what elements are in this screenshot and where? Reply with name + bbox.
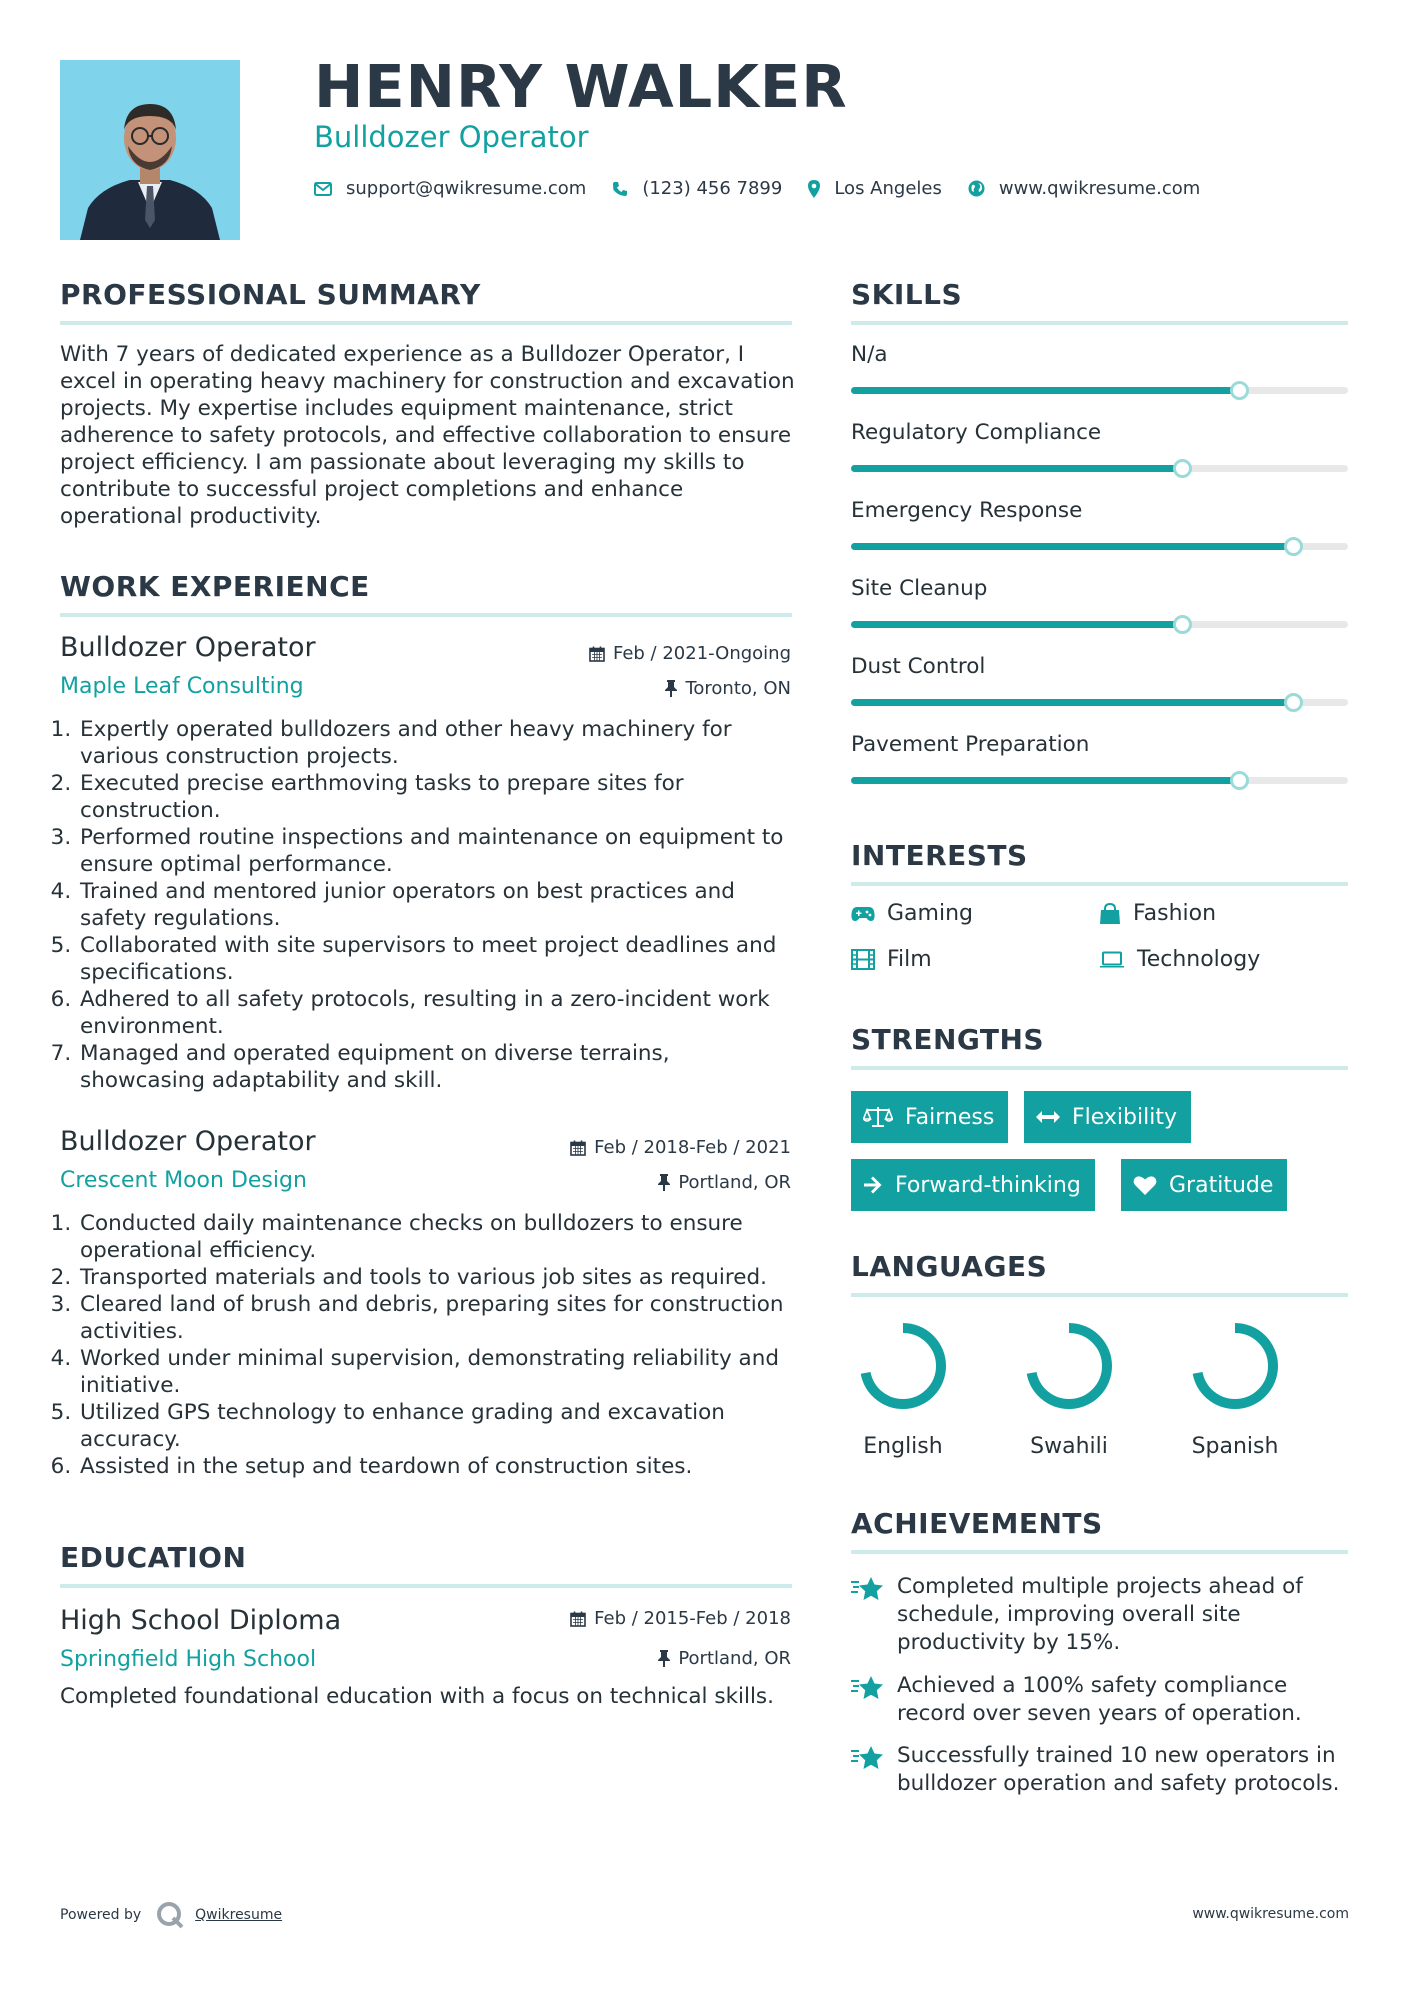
skill-bar [851, 543, 1348, 550]
achievement-item [851, 1672, 1351, 1728]
languages-section [851, 1250, 1348, 1297]
list-item: 5. Utilized GPS technology to enhance grading and excavation accuracy. [78, 1399, 795, 1453]
skill-bar [851, 387, 1348, 394]
job-company: Crescent Moon Design [60, 1168, 307, 1193]
list-item: 1. Conducted daily maintenance checks on bulldozers to ensure operational efficiency. [78, 1210, 795, 1264]
calendar-icon [570, 1611, 586, 1627]
location-text: Los Angeles [834, 178, 942, 199]
language-ring [855, 1318, 951, 1414]
heart-icon [1133, 1175, 1157, 1196]
star-ribbon-icon [851, 1744, 885, 1772]
education-dates [570, 1608, 791, 1629]
education-location-text: Portland, OR [678, 1648, 791, 1669]
website-text: www.qwikresume.com [998, 178, 1201, 199]
laptop-icon [1099, 951, 1125, 969]
achievements-heading: ACHIEVEMENTS [851, 1507, 1103, 1540]
qwikresume-logo-icon [155, 1900, 185, 1930]
skill-bar-knob [1173, 459, 1192, 478]
section-divider [60, 321, 792, 325]
skill-bar-fill [851, 699, 1293, 706]
strength-chip-gratitude [1121, 1159, 1287, 1211]
section-divider [851, 882, 1348, 886]
skill-label: Pavement Preparation [851, 732, 1090, 757]
job-title: Bulldozer Operator [60, 632, 316, 663]
skill-bar-knob [1284, 693, 1303, 712]
section-divider [60, 1584, 792, 1588]
language-label: English [863, 1434, 943, 1459]
job-dates [589, 643, 791, 664]
list-item: 3. Performed routine inspections and maintenance on equipment to ensure optimal performance. [78, 824, 795, 878]
job-location [665, 678, 791, 699]
achievement-item [851, 1573, 1351, 1657]
strengths-heading: STRENGTHS [851, 1023, 1045, 1056]
envelope-icon [314, 182, 332, 196]
skill-bar-fill [851, 387, 1239, 394]
job-location [658, 1172, 791, 1193]
summary-section [60, 278, 792, 325]
skill-bar-fill [851, 777, 1239, 784]
interest-label: Gaming [887, 901, 973, 926]
star-ribbon-icon [851, 1674, 885, 1702]
job-dates [570, 1137, 791, 1158]
section-divider [60, 613, 792, 617]
star-ribbon-icon [851, 1575, 885, 1603]
contact-email[interactable] [314, 178, 586, 199]
contact-bar [314, 178, 1226, 199]
language-ring [1021, 1318, 1117, 1414]
skill-bar-knob [1173, 615, 1192, 634]
calendar-icon [589, 646, 605, 662]
job-company: Maple Leaf Consulting [60, 674, 304, 699]
job-bullets [60, 716, 795, 1094]
email-text: support@qwikresume.com [346, 178, 587, 199]
achievements-section [851, 1507, 1348, 1554]
summary-heading: PROFESSIONAL SUMMARY [60, 278, 481, 311]
skills-heading: SKILLS [851, 278, 963, 311]
language-item [1009, 1318, 1129, 1459]
calendar-icon [570, 1140, 586, 1156]
list-item: 6. Adhered to all safety protocols, resulting in a zero-incident work environment. [78, 986, 795, 1040]
thumbtack-icon [665, 680, 677, 697]
job-dates-text: Feb / 2021-Ongoing [612, 643, 791, 664]
interest-item-fashion [1099, 901, 1216, 926]
list-item: 4. Trained and mentored junior operators on best practices and safety regulations. [78, 878, 795, 932]
footer-website[interactable]: www.qwikresume.com [1192, 1906, 1349, 1922]
education-location [658, 1648, 791, 1669]
list-item: 6. Assisted in the setup and teardown of construction sites. [78, 1453, 795, 1480]
education-heading: EDUCATION [60, 1541, 247, 1574]
candidate-title: Bulldozer Operator [314, 120, 589, 154]
section-divider [851, 1293, 1348, 1297]
gamepad-icon [851, 906, 875, 922]
skill-bar-fill [851, 621, 1182, 628]
phone-text: (123) 456 7899 [642, 178, 783, 199]
qwikresume-link[interactable]: Qwikresume [195, 1907, 283, 1923]
language-item [1175, 1318, 1295, 1459]
achievement-item [851, 1742, 1351, 1798]
list-item: 7. Managed and operated equipment on diverse terrains, showcasing adaptability and skill. [78, 1040, 795, 1094]
interest-label: Fashion [1133, 901, 1217, 926]
experience-section [60, 570, 792, 617]
school-name: Springfield High School [60, 1647, 317, 1672]
language-ring [1187, 1318, 1283, 1414]
powered-by-text: Powered by [60, 1907, 142, 1923]
strength-label: Forward-thinking [895, 1172, 1081, 1198]
thumbtack-icon [658, 1174, 670, 1191]
list-item: 5. Collaborated with site supervisors to meet project deadlines and specifications. [78, 932, 795, 986]
interest-label: Film [887, 947, 932, 972]
arrows-h-icon [1036, 1110, 1060, 1124]
strength-label: Flexibility [1072, 1104, 1177, 1130]
achievement-text: Completed multiple projects ahead of schedule, improving overall site productivity by 15%. [897, 1574, 1303, 1655]
strength-label: Fairness [905, 1104, 995, 1130]
arrow-right-icon [863, 1175, 883, 1195]
degree-title: High School Diploma [60, 1605, 342, 1636]
section-divider [851, 1066, 1348, 1070]
education-dates-text: Feb / 2015-Feb / 2018 [594, 1608, 791, 1629]
job-title: Bulldozer Operator [60, 1126, 316, 1157]
education-description: Completed foundational education with a focus on technical skills. [60, 1684, 774, 1709]
skill-bar [851, 465, 1348, 472]
language-item [843, 1318, 963, 1459]
interests-section [851, 839, 1348, 886]
profile-photo [60, 60, 240, 240]
strengths-section [851, 1023, 1348, 1070]
list-item: 3. Cleared land of brush and debris, preparing sites for construction activities. [78, 1291, 795, 1345]
languages-heading: LANGUAGES [851, 1250, 1048, 1283]
strength-label: Gratitude [1169, 1172, 1274, 1198]
film-icon [851, 949, 875, 970]
skill-bar [851, 699, 1348, 706]
skill-bar [851, 777, 1348, 784]
shopping-bag-icon [1099, 903, 1121, 925]
map-marker-icon [808, 180, 820, 198]
skill-label: Regulatory Compliance [851, 420, 1102, 445]
language-label: Swahili [1030, 1434, 1108, 1459]
skill-bar-fill [851, 465, 1182, 472]
skill-label: N/a [851, 342, 888, 367]
job-location-text: Toronto, ON [685, 678, 791, 699]
skill-bar [851, 621, 1348, 628]
strength-chip-fairness [851, 1091, 1008, 1143]
interest-label: Technology [1137, 947, 1261, 972]
strength-chip-forward-thinking [851, 1159, 1095, 1211]
candidate-name: HENRY WALKER [314, 52, 848, 121]
skills-section [851, 278, 1348, 325]
contact-phone[interactable] [612, 178, 782, 199]
job-dates-text: Feb / 2018-Feb / 2021 [594, 1137, 791, 1158]
language-ring-arc [1031, 1328, 1107, 1404]
list-item: 4. Worked under minimal supervision, demonstrating reliability and initiative. [78, 1345, 795, 1399]
contact-website[interactable] [968, 178, 1200, 199]
list-item: 2. Transported materials and tools to various job sites as required. [78, 1264, 795, 1291]
achievement-text: Achieved a 100% safety compliance record over seven years of operation. [897, 1673, 1302, 1726]
skill-label: Dust Control [851, 654, 986, 679]
skill-bar-fill [851, 543, 1293, 550]
thumbtack-icon [658, 1650, 670, 1667]
education-section [60, 1541, 792, 1588]
skill-label: Site Cleanup [851, 576, 988, 601]
list-item: 2. Executed precise earthmoving tasks to prepare sites for construction. [78, 770, 795, 824]
globe-icon [968, 180, 985, 197]
list-item: 1. Expertly operated bulldozers and other heavy machinery for various construction projects. [78, 716, 795, 770]
section-divider [851, 321, 1348, 325]
strength-chip-flexibility [1024, 1091, 1191, 1143]
language-ring-arc [865, 1328, 941, 1404]
achievement-text: Successfully trained 10 new operators in bulldozer operation and safety protocols. [897, 1743, 1340, 1796]
phone-icon [612, 181, 628, 197]
interest-item-film [851, 947, 932, 972]
interest-item-gaming [851, 901, 973, 926]
experience-heading: WORK EXPERIENCE [60, 570, 370, 603]
interests-heading: INTERESTS [851, 839, 1028, 872]
skill-bar-knob [1284, 537, 1303, 556]
skill-bar-knob [1230, 381, 1249, 400]
skill-bar-knob [1230, 771, 1249, 790]
interest-item-technology [1099, 947, 1260, 972]
section-divider [851, 1550, 1348, 1554]
summary-text: With 7 years of dedicated experience as a Bulldozer Operator, I excel in operating heavy machinery for construction and excavation projects. My expertise includes equipment maintenance, strict adherence to safety protocols, and effective collaboration to ensure project efficiency. I am passionate about leveraging my skills to contribute to successful project completions and enhance operational productivity. [60, 342, 795, 529]
job-location-text: Portland, OR [678, 1172, 791, 1193]
contact-location [808, 178, 942, 199]
language-ring-arc [1197, 1328, 1273, 1404]
balance-scale-icon [863, 1106, 893, 1128]
skill-label: Emergency Response [851, 498, 1083, 523]
job-bullets [60, 1210, 795, 1480]
language-label: Spanish [1191, 1434, 1279, 1459]
footer-powered-by [60, 1900, 282, 1930]
